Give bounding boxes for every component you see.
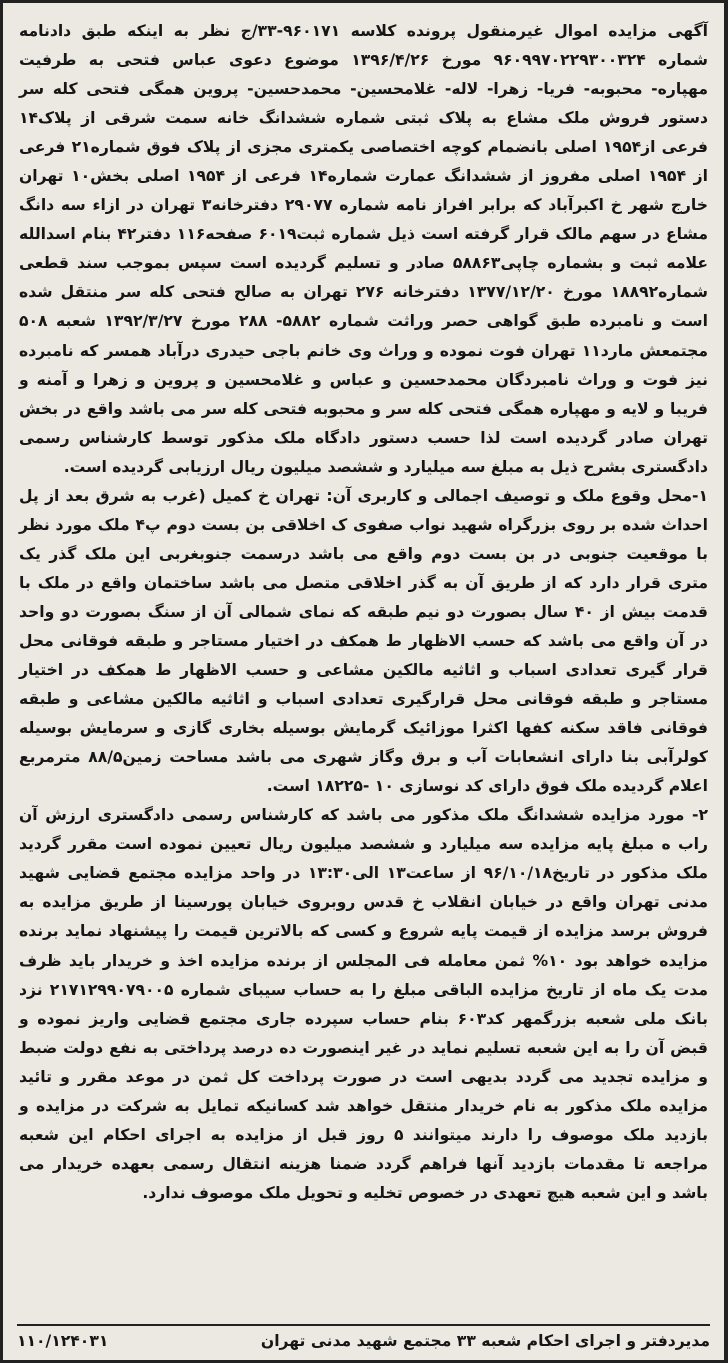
notice-section-2: ۲- مورد مزایده ششدانگ ملک مذکور می باشد که کارشناس رسمی دادگستری ارزش آن راب ه مبلغ پایه مزایده سه میلیارد و ششصد میلیون ریال تعیین نموده است مقرر گردید ملک مذکور در تاریخ۹۶/۱۰/۱۸ از ساعت۱۳ الی۱۳:۳۰ در واحد مزایده مجتمع قضایی شهید مدنی تهران واقع در خیابان انقلاب خ قدس روبروی خیابان پورسینا از طریق مزایده به فروش برسد مزایده از قیمت پایه شروع و کسی که بالاترین قیمت را پیشنهاد نماید برنده مزایده خواهد بود ۱۰% ثمن معامله فی المجلس از برنده مزایده اخذ و خریدار باید ظرف مدت یک ماه از تاریخ مزایده الباقی مبلغ را به حساب سیبای شماره ۲۱۷۱۲۹۹۰۷۹۰۰۵ نزد بانک ملی شعبه بزرگمهر کد۶۰۳ بنام حساب سپرده جاری مجتمع قضایی واریز نموده و قبض آن را به این شعبه تسلیم نماید در غیر اینصورت ده درصد پرداختی به نفع دولت ضبط و مزایده تجدید می گردد بدیهی است در صورت پرداخت کل ثمن در موعد مقرر و تائید مزایده ملک مذکور به نام خریدار منتقل خواهد شد کسانیکه تمایل به شرکت در مزایده و بازدید ملک موصوف را دارند میتوانند ۵ روز قبل از مزایده به اجرای احکام این شعبه مراجعه تا مقدمات بازدید آنها فراهم گردد ضمنا هزینه انتقال رسمی بعهده خریدار می باشد و این شعبه هیچ تعهدی در خصوص تخلیه و تحویل ملک موصوف ندارد. xyxy=(19,806,709,1202)
notice-section-1: ۱-محل وقوع ملک و توصیف اجمالی و کاربری آن: تهران خ کمیل (غرب به شرق بعد از پل احداث شده بر روی بزرگراه شهید نواب صفوی ک اخلاقی بن بست دوم پ۴ ملک مورد نظر با موقعیت جنوبی در بن بست دوم واقع می باشد درسمت جنوبغربی این ملک گذر یک متری قرار دارد که از طریق آن به گذر اخلاقی متصل می باشد ساختمان واقع در ملک با قدمت بیش از ۴۰ سال بصورت دو نیم طبقه که نمای شمالی آن از سنگ بصورت دو واحد در آن واقع می باشد که حسب الاظهار ط همکف در اختیار مستاجر و طبقه فوقانی محل قرار گیری تعدادی اسباب و اثاثیه مالکین مشاعی و حسب الاظهار ط همکف در اختیار مستاجر و طبقه فوقانی محل قرارگیری تعدادی اسباب و اثاثیه مالکین مشاعی و طبقه فوقانی فاقد سکنه کفها اکثرا موزائیک گرمایش بوسیله بخاری گازی و سرمایش بوسیله کولرآبی بنا دارای انشعابات آب و برق وگاز شهری می باشد مساحت زمین۸۸/۵ مترمربع اعلام گردیده ملک فوق دارای کد نوسازی ۱۰ -۱۸۲۲۵ است. xyxy=(19,486,708,796)
footer-office-signature: مدیردفتر و اجرای احکام شعبه ۳۳ مجتمع شهید مدنی تهران xyxy=(260,1332,710,1350)
footer-reference-code: ۱۱۰/۱۲۴۰۳۱ xyxy=(17,1332,109,1350)
notice-body xyxy=(19,17,708,1208)
notice-footer xyxy=(17,1324,710,1350)
notice-intro-paragraph: آگهی مزایده اموال غیرمنقول پرونده کلاسه ۹۶۰۱۷۱-۳۳/ج نظر به اینکه طبق دادنامه شماره ۹۶۰۹۹۷۰۲۲۹۳۰۰۳۲۴ مورخ ۱۳۹۶/۴/۲۶ موضوع دعوی عباس فتحی به طرفیت مهپاره- محبوبه- فریا- زهرا- لاله- غلامحسین- محمدحسین- پروین همگی فتحی کله سر دستور فروش ملک مشاع به پلاک ثبتی شماره ششدانگ خانه سمت شرقی از پلاک۱۴ فرعی از۱۹۵۴ اصلی بانضمام کوچه اختصاصی یکمتری مجزی از پلاک فوق شماره۲۱ فرعی از ۱۹۵۴ اصلی مفروز از ششدانگ عمارت شماره۱۴ فرعی از ۱۹۵۴ اصلی بخش۱۰ تهران خارج شهر خ اکبرآباد که برابر افراز نامه شماره ۲۹۰۷۷ دفترخانه۳ تهران در ازاء سه دانگ مشاع در سهم مالک قرار گرفته است ذیل شماره ثبت۶۰۱۹ صفحه۱۱۶ دفتر۴۲ بنام اسدالله علامه ثبت و بشماره چاپی۵۸۸۶۳ صادر و تسلیم گردیده است سپس بموجب سند قطعی شماره۱۸۸۹۲ مورخ ۱۳۷۷/۱۲/۲۰ دفترخانه ۲۷۶ تهران به صالح فتحی کله سر منتقل شده است و نامبرده طبق گواهی حصر وراثت شماره ۵۸۸۲- ۲۸۸ مورخ ۱۳۹۲/۳/۲۷ شعبه ۵۰۸ مجتمعش مارد۱۱ تهران فوت نموده و وراث وی خانم باجی حیدری درآباد همسر که نامبرده نیز فوت و وراث نامبردگان محمدحسین و عباس و غلامحسین و پروین و زهرا و آمنه و فریبا و لایه و مهپاره همگی فتحی کله سر و محبوبه فتحی کله سر می باشد واقع در بخش تهران صادر گردیده است لذا حسب دستور دادگاه ملک مذکور توسط کارشناس رسمی دادگستری بشرح ذیل به مبلغ سه میلیارد و ششصد میلیون ریال ارزیابی گردیده است. xyxy=(19,22,709,476)
